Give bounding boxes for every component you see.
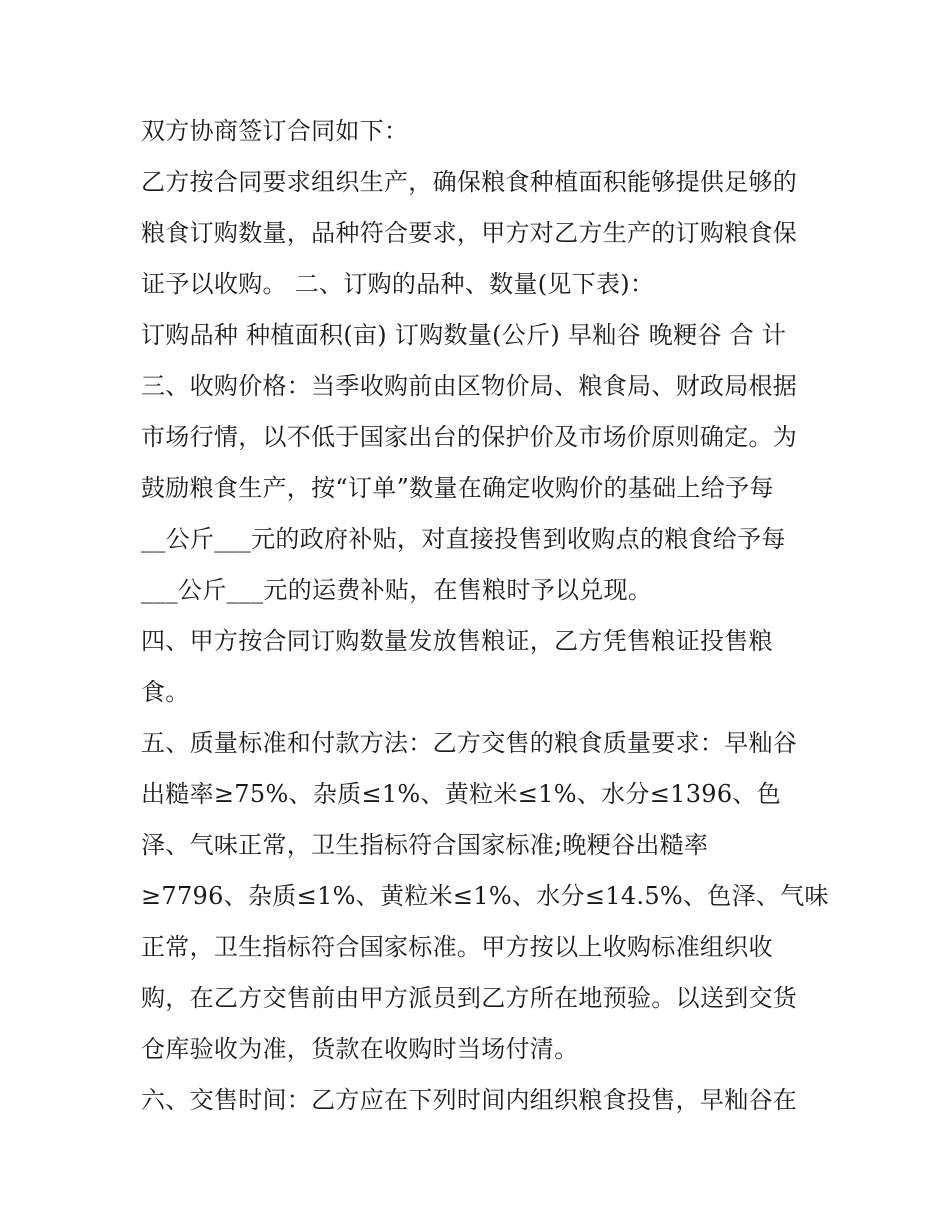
text-line: __公斤___元的政府补贴，对直接投售到收购点的粮食给予每 xyxy=(141,525,786,553)
text-line: 食。 xyxy=(141,678,190,706)
text-line: 鼓励粮食生产，按“订单”数量在确定收购价的基础上给予每 xyxy=(141,474,774,502)
text-line: 六、交售时间：乙方应在下列时间内组织粮食投售，早籼谷在 xyxy=(141,1086,798,1114)
text-line: 五、质量标准和付款方法：乙方交售的粮食质量要求：早籼谷 xyxy=(141,729,798,757)
text-line: 证予以收购。 二、订购的品种、数量(见下表)： xyxy=(141,270,655,298)
text-line: 订购品种 种植面积(亩) 订购数量(公斤) 早籼谷 晚粳谷 合 计 xyxy=(141,321,787,349)
text-line: ___公斤___元的运费补贴，在售粮时予以兑现。 xyxy=(141,576,653,604)
text-line: 粮食订购数量，品种符合要求，甲方对乙方生产的订购粮食保 xyxy=(141,219,798,247)
text-line: 四、甲方按合同订购数量发放售粮证，乙方凭售粮证投售粮 xyxy=(141,627,773,655)
text-line: 双方协商签订合同如下： xyxy=(141,117,409,145)
text-line: 泽、气味正常，卫生指标符合国家标准;晚粳谷出糙率 xyxy=(141,831,709,859)
text-line: ≥7796、杂质≤1%、黄粒米≤1%、水分≤14.5%、色泽、气味 xyxy=(141,882,829,910)
text-line: 仓库验收为准，货款在收购时当场付清。 xyxy=(141,1035,579,1063)
text-line: 市场行情，以不低于国家出台的保护价及市场价原则确定。为 xyxy=(141,423,798,451)
text-line: 乙方按合同要求组织生产，确保粮食种植面积能够提供足够的 xyxy=(141,168,798,196)
text-line: 出糙率≥75%、杂质≤1%、黄粒米≤1%、水分≤1396、色 xyxy=(141,780,782,808)
text-line: 三、收购价格：当季收购前由区物价局、粮食局、财政局根据 xyxy=(141,372,798,400)
contract-text-body xyxy=(141,106,829,1126)
text-line: 购，在乙方交售前由甲方派员到乙方所在地预验。以送到交货 xyxy=(141,984,798,1012)
text-line: 正常，卫生指标符合国家标准。甲方按以上收购标准组织收 xyxy=(141,933,773,961)
